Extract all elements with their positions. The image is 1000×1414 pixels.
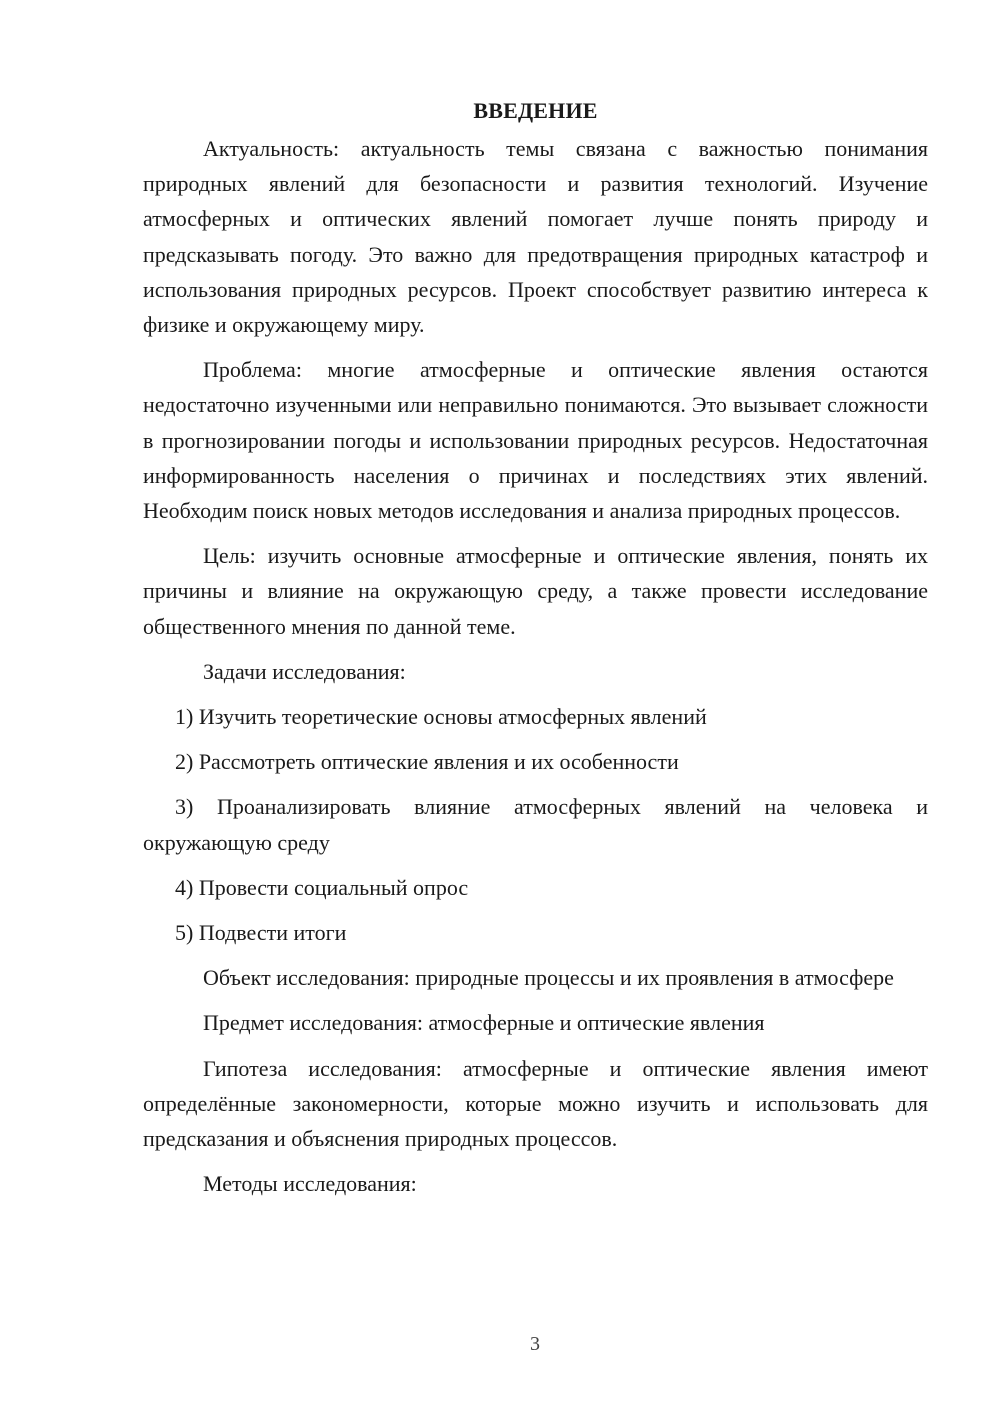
object-paragraph: Объект исследования: природные процессы и их проявления в атмосфере [203, 965, 894, 991]
tasks-list [143, 699, 928, 950]
list-item: 2) Рассмотреть оптические явления и их особенности [175, 749, 679, 775]
list-item: 3) Проанализировать влияние атмосферных явлений на человека и окружающую среду [143, 794, 928, 855]
list-item: 5) Подвести итоги [175, 920, 347, 946]
problem-paragraph: Проблема: многие атмосферные и оптические явления остаются недостаточно изученными или неправильно понимаются. Это вызывает сложности в прогнозировании погоды и использовании природных ресурсов. Недостаточная информированность населения о причинах и последствиях этих явлений. Необходим поиск новых методов исследования и анализа природных процессов. [143, 357, 928, 524]
page-number: 3 [530, 1333, 540, 1355]
subject-paragraph: Предмет исследования: атмосферные и оптические явления [203, 1010, 765, 1036]
list-item: 1) Изучить теоретические основы атмосферных явлений [175, 704, 707, 730]
relevance-paragraph: Актуальность: актуальность темы связана с важностью понимания природных явлений для безопасности и развития технологий. Изучение атмосферных и оптических явлений помогает лучше понять природу и предсказывать погоду. Это важно для предотвращения природных катастроф и использования природных ресурсов. Проект способствует развитию интереса к физике и окружающему миру. [143, 136, 928, 338]
methods-title: Методы исследования: [203, 1171, 417, 1197]
section-heading: ВВЕДЕНИЕ [473, 98, 598, 123]
list-item: 4) Провести социальный опрос [175, 874, 469, 900]
document-page [143, 93, 928, 1211]
goal-paragraph: Цель: изучить основные атмосферные и оптические явления, понять их причины и влияние на окружающую среду, а также провести исследование общественного мнения по данной теме. [143, 543, 928, 639]
hypothesis-paragraph: Гипотеза исследования: атмосферные и оптические явления имеют определённые закономерности, которые можно изучить и использовать для предсказания и объяснения природных процессов. [143, 1055, 928, 1152]
tasks-title: Задачи исследования: [203, 658, 406, 684]
